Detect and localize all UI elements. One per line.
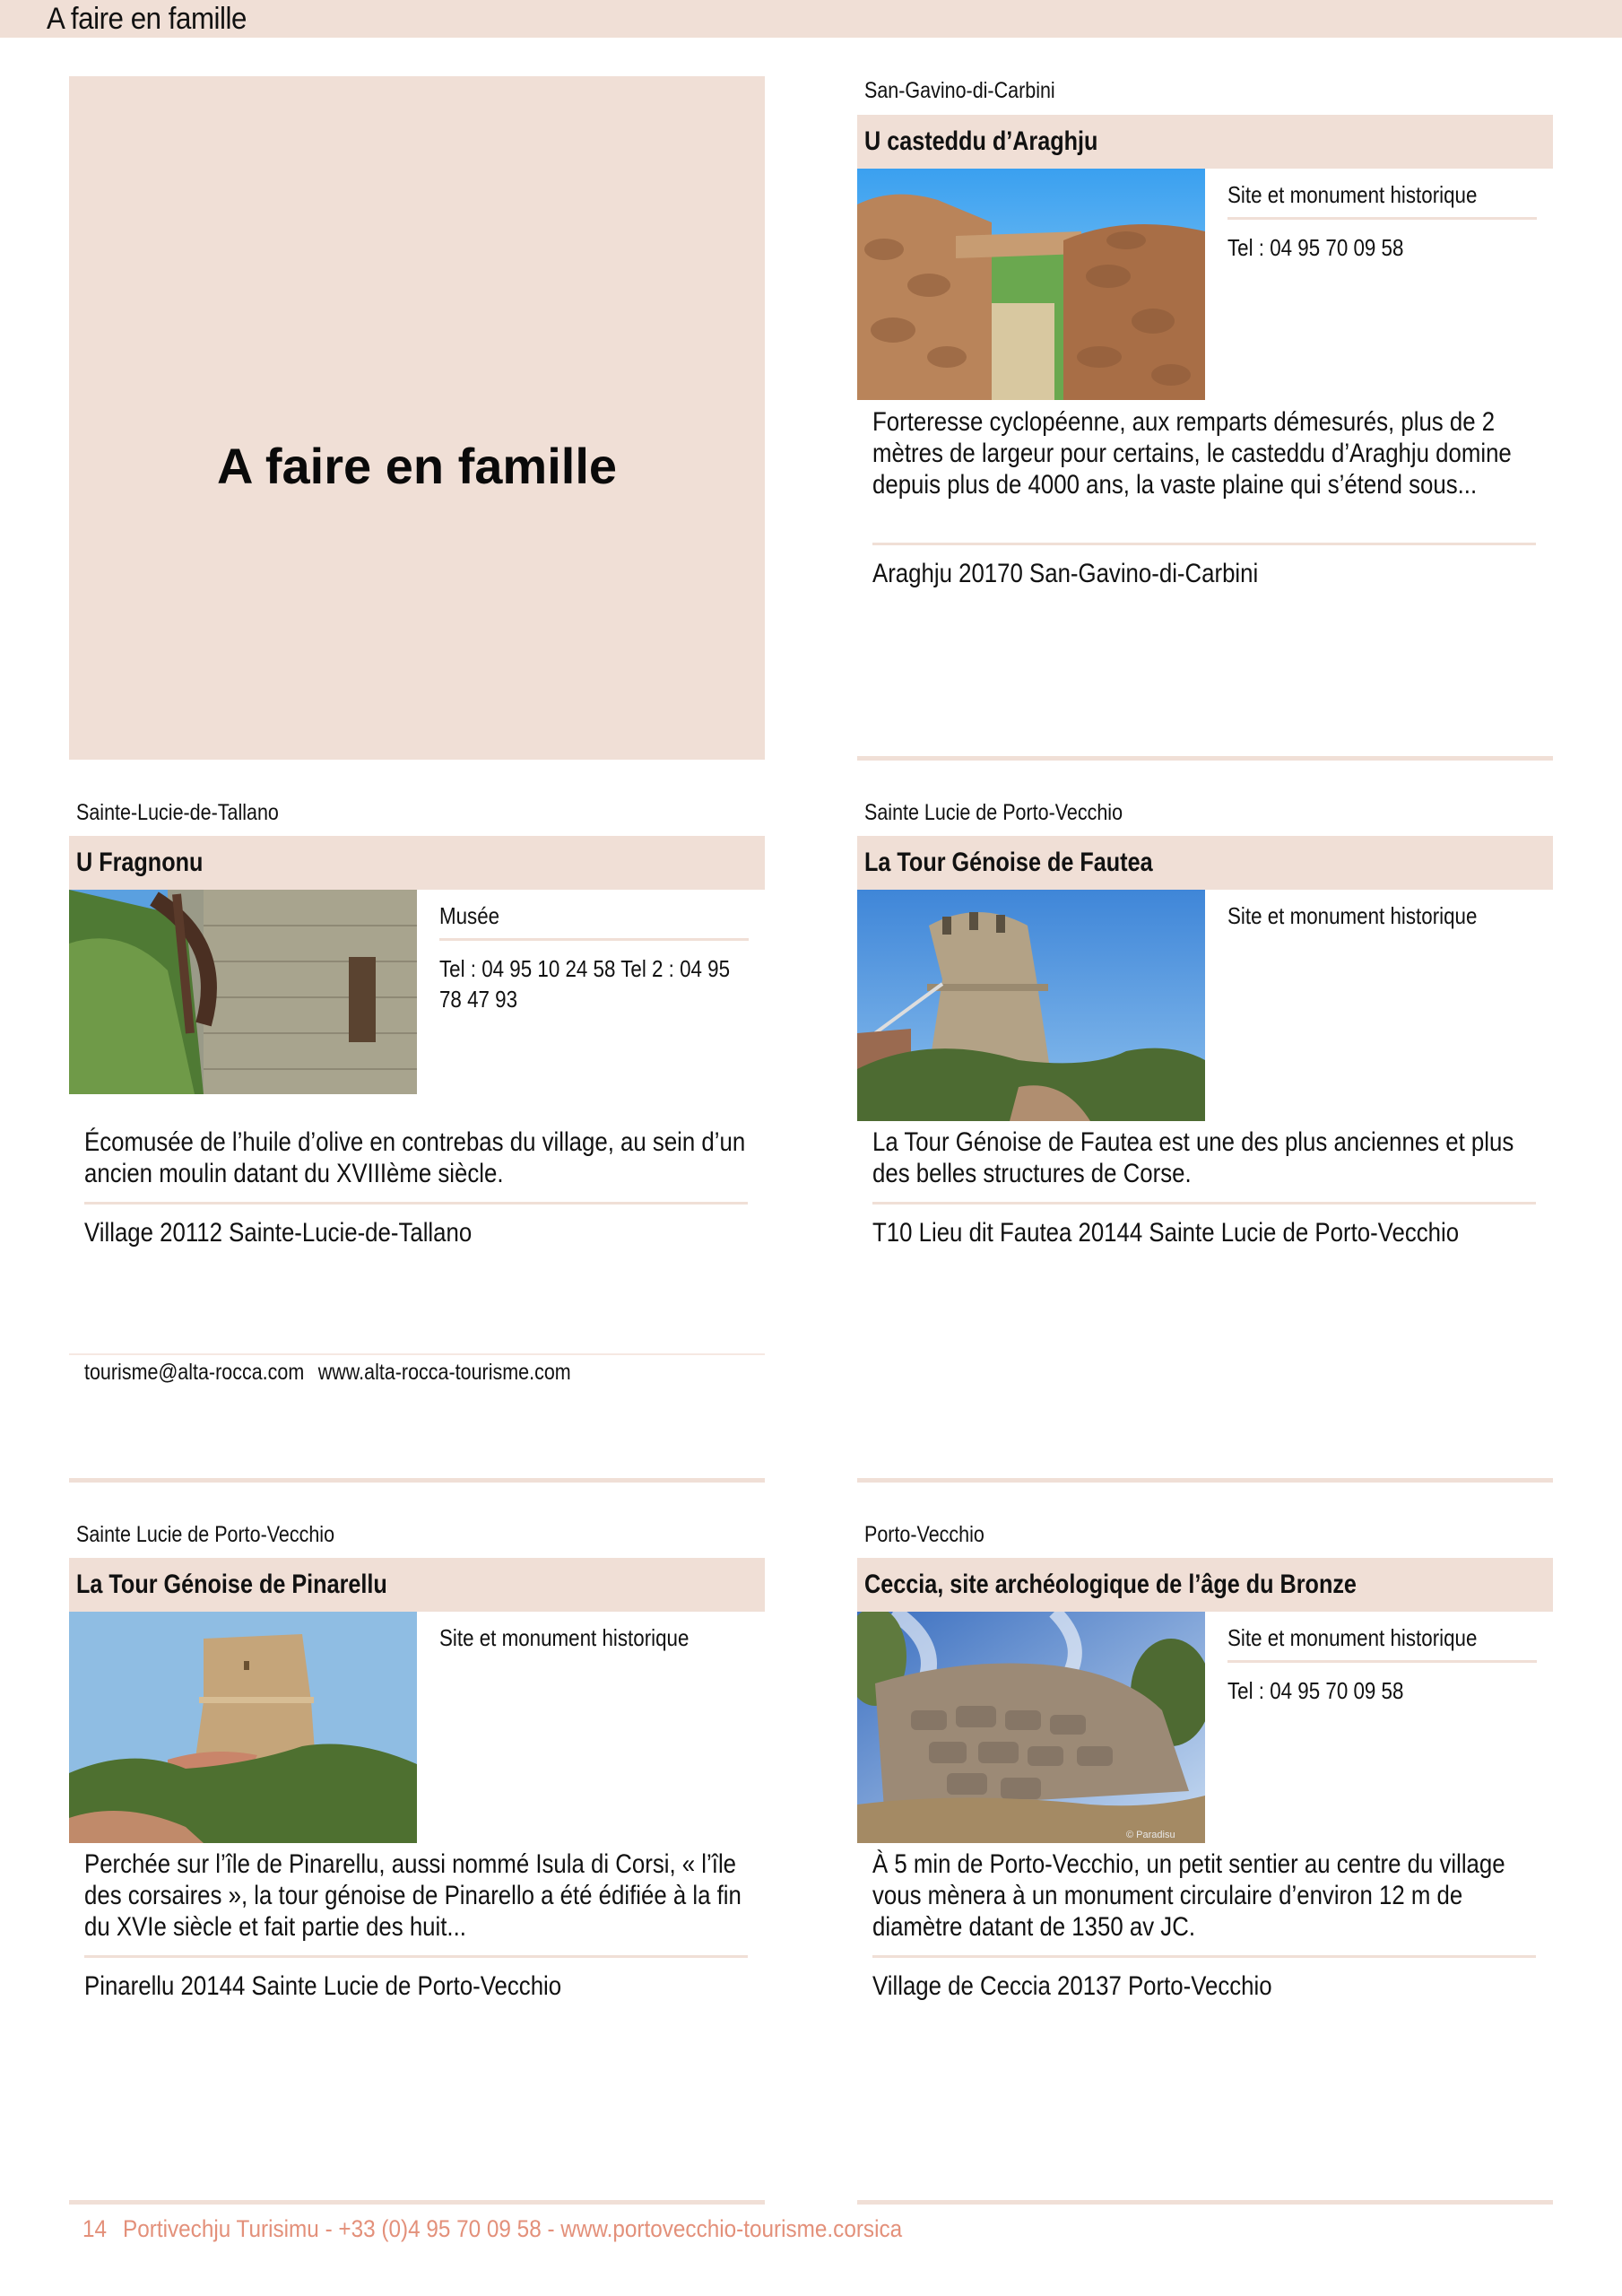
contact-line: [84, 1360, 571, 1386]
listing-address: Village de Ceccia 20137 Porto-Vecchio: [872, 1971, 1272, 2001]
listing-locality: Porto-Vecchio: [864, 1522, 984, 1547]
section-title: A faire en famille: [216, 438, 618, 494]
listing-description: La Tour Génoise de Fautea est une des plus anciennes et plus des belles structures de Corse.: [872, 1127, 1514, 1188]
listing-locality: Sainte Lucie de Porto-Vecchio: [76, 1522, 335, 1547]
divider: [69, 1353, 765, 1355]
listing-name[interactable]: U Fragnonu: [76, 848, 204, 877]
listing-name[interactable]: Ceccia, site archéologique de l’âge du Bronze: [864, 1570, 1357, 1599]
listing-name[interactable]: La Tour Génoise de Fautea: [864, 848, 1153, 877]
divider: [872, 1202, 1536, 1205]
listing-category: Musée: [439, 902, 500, 929]
listing-description: Perchée sur l’île de Pinarellu, aussi nommé Isula di Corsi, « l’île des corsaires », la tour génoise de Pinarello a été édifiée à la fin du XVIe siècle et fait partie des huit...: [84, 1849, 742, 1942]
listing-name-bar: [857, 1558, 1553, 1612]
listing-info: [439, 1612, 749, 1660]
footer-divider: [857, 2200, 1553, 2205]
page-footer: [82, 2215, 902, 2243]
round-genoese-tower-photo: [857, 890, 1205, 1121]
listing-info: [1227, 1612, 1537, 1706]
divider: [872, 543, 1536, 545]
listing-address: T10 Lieu dit Fautea 20144 Sainte Lucie de Porto-Vecchio: [872, 1218, 1460, 1248]
listing-phone[interactable]: Tel : 04 95 70 09 58: [1227, 1677, 1404, 1704]
listing-name[interactable]: La Tour Génoise de Pinarellu: [76, 1570, 387, 1599]
listing-address: Village 20112 Sainte-Lucie-de-Tallano: [84, 1218, 473, 1248]
divider: [84, 1202, 748, 1205]
listing-category: Site et monument historique: [439, 1624, 690, 1651]
contact-website-link[interactable]: www.alta-rocca-tourisme.com: [317, 1360, 571, 1385]
divider: [872, 1955, 1536, 1958]
listing-name[interactable]: U casteddu d’Araghju: [864, 126, 1098, 156]
listing-category: Site et monument historique: [1227, 181, 1478, 208]
listing-locality: San-Gavino-di-Carbini: [864, 78, 1055, 103]
card-divider: [857, 1478, 1553, 1483]
stone-fortress-gateway-photo: [857, 169, 1205, 400]
listing-description: Écomusée de l’huile d’olive en contrebas du village, au sein d’un ancien moulin datant du XVIIIème siècle.: [84, 1127, 746, 1188]
listing-address: Araghju 20170 San-Gavino-di-Carbini: [872, 559, 1259, 588]
listing-info: [1227, 890, 1537, 938]
listing-name-bar: [69, 1558, 765, 1612]
listing-address: Pinarellu 20144 Sainte Lucie de Porto-Vecchio: [84, 1971, 562, 2001]
listing-name-bar: [857, 115, 1553, 169]
stone-mill-waterwheel-photo: [69, 890, 417, 1094]
square-genoese-tower-photo: [69, 1612, 417, 1843]
section-title-panel: [69, 76, 765, 760]
listing-info: [1227, 169, 1537, 263]
listing-category: Site et monument historique: [1227, 902, 1478, 929]
listing-locality: Sainte Lucie de Porto-Vecchio: [864, 800, 1123, 825]
divider: [84, 1955, 748, 1958]
page-header-title: A faire en famille: [47, 2, 247, 36]
image-credit: © Paradisu: [1126, 1830, 1175, 1840]
card-divider: [857, 756, 1553, 761]
footer-divider: [69, 2200, 765, 2205]
listing-name-bar: [69, 836, 765, 890]
bronze-age-stone-ruin-photo: [857, 1612, 1205, 1843]
listing-phone[interactable]: Tel : 04 95 70 09 58: [1227, 234, 1404, 261]
listing-description: Forteresse cyclopéenne, aux remparts démesurés, plus de 2 mètres de largeur pour certains, le casteddu d’Araghju domine depuis plus de 4000 ans, la vaste plaine qui s’étend sous...: [872, 407, 1512, 500]
card-divider: [69, 1478, 765, 1483]
contact-email-link[interactable]: tourisme@alta-rocca.com: [84, 1360, 305, 1385]
listing-description: À 5 min de Porto-Vecchio, un petit sentier au centre du village vous mènera à un monument circulaire d’environ 12 m de diamètre datant de 1350 av JC.: [872, 1849, 1505, 1942]
listing-name-bar: [857, 836, 1553, 890]
page-header-banner: [0, 0, 1622, 38]
listing-info: [439, 890, 749, 1014]
footer-text: Portivechju Turisimu - +33 (0)4 95 70 09 58 - www.portovecchio-tourisme.corsica: [123, 2215, 903, 2242]
listing-locality: Sainte-Lucie-de-Tallano: [76, 800, 279, 825]
page-number: 14: [82, 2215, 108, 2242]
listing-phone[interactable]: Tel : 04 95 10 24 58 Tel 2 : 04 95 78 47 93: [439, 955, 731, 1013]
listing-category: Site et monument historique: [1227, 1624, 1478, 1651]
